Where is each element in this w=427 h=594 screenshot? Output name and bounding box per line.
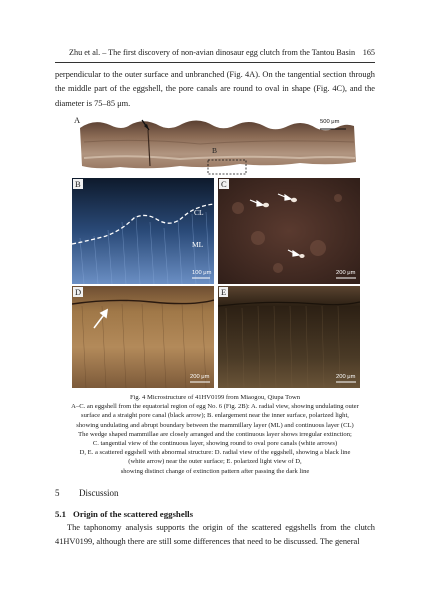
panel-e-label: E (221, 287, 227, 297)
panel-b-image (72, 178, 214, 284)
panel-d-scalebar: 200 μm (190, 374, 210, 380)
panel-a (70, 114, 362, 176)
caption-line: D, E. a scattered eggshell with abnormal structure: D. radial view of the eggshell, showing a black line (79, 449, 351, 457)
panel-a-inset-label: B (212, 146, 218, 155)
running-title: Zhu et al. – The first discovery of non-avian dinosaur egg clutch from the Tantou Basin (69, 48, 356, 57)
panel-c-scalebar: 200 μm (336, 270, 356, 276)
caption-line: showing distinct change of extinction pattern after passing the dark line (120, 467, 310, 475)
panel-d-image (72, 286, 214, 388)
subsection-heading (55, 509, 193, 519)
subsection-number: 5.1 (55, 509, 66, 519)
layer-label-cl: CL (194, 208, 204, 217)
body-paragraph: perpendicular to the outer surface and unbranched (Fig. 4A). On the tangential section through the middle part of the eggshell, the pore canals are round to oval in shape (Fig. 4C), and the diameter is 75–85 μm. (55, 70, 375, 108)
layer-label-ml: ML (192, 240, 204, 249)
caption-line: A–C. an eggshell from the equatorial region of egg No. 6 (Fig. 2B): A. radial view, showing undulating outer (71, 403, 359, 411)
panel-c (218, 178, 360, 284)
panel-a-label: A (74, 115, 81, 125)
page-number: 165 (362, 48, 375, 57)
section-heading (55, 488, 119, 498)
caption-title: Fig. 4 Microstructure of 41HV0199 from Miaogou, Qiupa Town (129, 394, 301, 401)
panel-c-image (218, 178, 360, 284)
section-title: Discussion (79, 488, 119, 498)
panel-e (218, 286, 360, 388)
panel-b (72, 178, 214, 284)
panel-c-label: C (221, 179, 227, 189)
panel-b-scalebar: 100 μm (192, 270, 212, 276)
panel-b-label: B (75, 179, 81, 189)
discussion-paragraph: The taphonomy analysis supports the origin of the scattered eggshells from the clutch 41HV0199, although there are still some differences that need to be discussed. The general (55, 523, 375, 547)
panel-e-scalebar: 200 μm (336, 374, 356, 380)
figure-4 (70, 114, 362, 390)
running-header (55, 46, 375, 63)
panel-d-label: D (75, 287, 82, 297)
caption-line: surface and a straight pore canal (black arrow); B. enlargement near the inner surface, polarized light, (81, 412, 349, 420)
figure-caption (55, 393, 375, 476)
caption-line: (white arrow) near the outer surface; E. polarized light view of D, (128, 458, 302, 466)
panel-d (72, 286, 214, 388)
panel-a-scalebar: 500 μm (320, 119, 340, 125)
subsection-title: Origin of the scattered eggshells (73, 509, 194, 519)
caption-line: C. tangential view of the continuous layer, showing round to oval pore canals (white arrows) (92, 440, 338, 448)
caption-line: showing undulating and abrupt boundary between the mammillary layer (ML) and continuous layer (CL) (76, 421, 354, 429)
section-number: 5 (55, 488, 60, 498)
caption-line: The wedge shaped mammillae are closely arranged and the continuous layer shows irregular extinction; (78, 430, 352, 438)
panel-a-image (70, 114, 362, 176)
panel-e-image (218, 286, 360, 388)
